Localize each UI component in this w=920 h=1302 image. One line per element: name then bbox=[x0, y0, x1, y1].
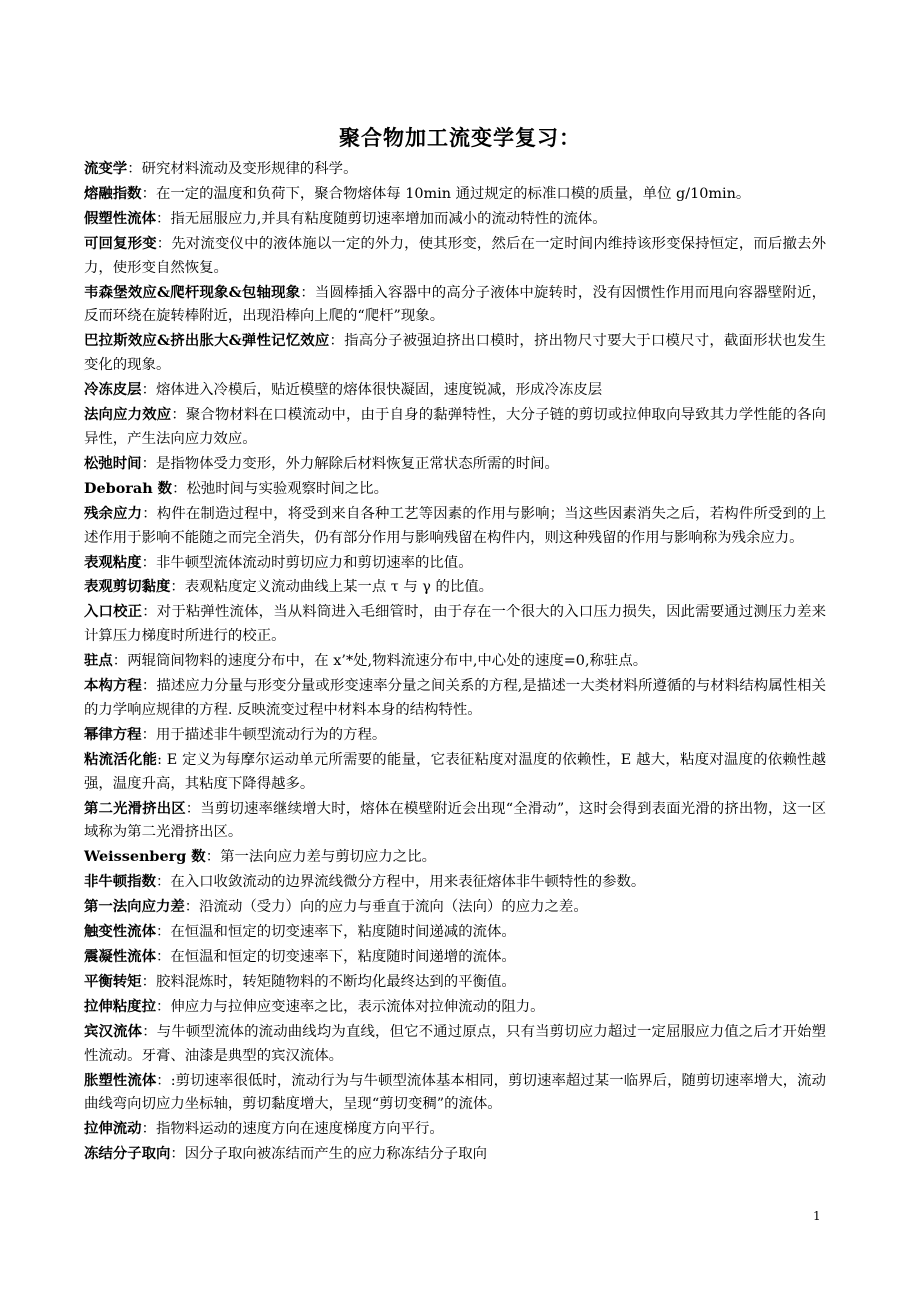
glossary-term: 法向应力效应 bbox=[84, 406, 172, 424]
term-separator: ： bbox=[155, 998, 171, 1015]
glossary-term: 平衡转矩 bbox=[84, 972, 142, 990]
glossary-definition: 聚合物材料在口模流动中，由于自身的黏弹特性，大分子链的剪切或拉伸取向导致其力学性能的各向异性，产生法向应力效应。 bbox=[84, 407, 826, 447]
glossary-entry bbox=[84, 1117, 826, 1142]
term-separator: ： bbox=[141, 554, 156, 571]
glossary-definition: 指高分子被强迫挤出口模时，挤出物尺寸要大于口模尺寸，截面形状也发生变化的现象。 bbox=[84, 333, 826, 374]
glossary-entry bbox=[84, 1142, 826, 1167]
glossary-entry bbox=[84, 970, 826, 995]
term-separator: ： bbox=[205, 849, 221, 866]
glossary-entry bbox=[84, 502, 826, 551]
glossary-entry bbox=[84, 575, 826, 600]
glossary-definition: 第一法向应力差与剪切应力之比。 bbox=[220, 849, 436, 866]
term-separator: ： bbox=[172, 480, 187, 497]
glossary-entry bbox=[84, 207, 826, 232]
glossary-definition: 构件在制造过程中，将受到来自各种工艺等因素的作用与影响；当这些因素消失之后，若构件所受到的上述作用于影响不能随之而完全消失，仍有部分作用与影响残留在构件内，则这种残留的作用与影响称为残余应力。 bbox=[84, 505, 826, 546]
glossary-entry bbox=[84, 995, 826, 1020]
glossary-definition: 研究材料流动及变形规律的科学。 bbox=[141, 161, 358, 177]
glossary-definition: 指物料运动的速度方向在速度梯度方向平行。 bbox=[155, 1121, 444, 1138]
glossary-entry bbox=[84, 748, 826, 797]
glossary-definition: 松弛时间与实验观察时间之比。 bbox=[186, 480, 388, 497]
glossary-term: 震凝性流体 bbox=[84, 948, 156, 965]
glossary-entry bbox=[84, 797, 826, 846]
glossary-term: 韦森堡效应&爬杆现象&包轴现象 bbox=[84, 283, 301, 301]
term-separator: ： bbox=[155, 949, 171, 965]
glossary-definition: 熔体进入冷模后，贴近模壁的熔体很快凝固，速度锐减，形成冷冻皮层 bbox=[155, 382, 603, 399]
term-separator: ： bbox=[127, 161, 142, 177]
term-separator: ： bbox=[112, 653, 128, 670]
term-separator: ： bbox=[155, 210, 171, 227]
glossary-definition: 非牛顿型流体流动时剪切应力和剪切速率的比值。 bbox=[155, 554, 473, 571]
glossary-entry bbox=[84, 870, 826, 895]
glossary-definition: 沿流动（受力）向的应力与垂直于流向（法向）的应力之差。 bbox=[199, 899, 588, 916]
glossary-term: 第一法向应力差 bbox=[84, 898, 185, 916]
glossary-definition: 表观粘度定义流动曲线上某一点 τ 与 γ 的比值。 bbox=[184, 579, 494, 596]
glossary-entry bbox=[84, 649, 826, 674]
glossary-term: 松弛时间 bbox=[84, 454, 142, 472]
term-separator: ： bbox=[141, 726, 156, 743]
glossary-term: 表观剪切黏度 bbox=[84, 578, 171, 596]
glossary-entry bbox=[84, 329, 826, 378]
page-number: 1 bbox=[813, 1209, 821, 1223]
glossary-entry bbox=[84, 281, 826, 330]
glossary-term: 胀塑性流体 bbox=[84, 1071, 157, 1089]
glossary-list bbox=[84, 157, 826, 1167]
term-separator: ： bbox=[156, 1072, 171, 1089]
glossary-entry bbox=[84, 378, 826, 403]
glossary-entry bbox=[84, 920, 826, 945]
term-separator: ： bbox=[142, 604, 157, 621]
glossary-entry bbox=[84, 232, 826, 281]
term-separator: ： bbox=[155, 924, 171, 941]
glossary-term: 触变性流体 bbox=[84, 923, 156, 941]
glossary-definition: 是指物体受力变形，外力解除后材料恢复正常状态所需的时间。 bbox=[155, 455, 559, 472]
glossary-entry bbox=[84, 895, 826, 920]
glossary-term: 非牛顿指数 bbox=[84, 873, 156, 891]
glossary-definition: 用于描述非牛顿型流动行为的方程。 bbox=[155, 726, 387, 743]
glossary-definition: 与牛顿型流体的流动曲线均为直线，但它不通过原点，只有当剪切应力超过一定屈服应力值之后才开始塑性流动。牙膏、油漆是典型的宾汉流体。 bbox=[84, 1023, 826, 1064]
term-separator: ： bbox=[141, 382, 156, 399]
glossary-definition: 在恒温和恒定的切变速率下，粘度随时间递减的流体。 bbox=[170, 924, 516, 941]
glossary-term: 流变学 bbox=[84, 160, 128, 177]
glossary-definition: E 定义为每摩尔运动单元所需要的能量，它表征粘度对温度的依赖性，E 越大，粘度对温度的依赖性越强，温度升高，其粘度下降得越多。 bbox=[84, 751, 826, 792]
glossary-entry bbox=[84, 477, 826, 502]
glossary-entry bbox=[84, 674, 826, 723]
glossary-definition: 在恒温和恒定的切变速率下，粘度随时间递增的流体。 bbox=[170, 949, 516, 965]
glossary-definition: 对于粘弹性流体，当从料筒进入毛细管时，由于存在一个很大的入口压力损失，因此需要通过测压力差来计算压力梯度时所进行的校正。 bbox=[84, 604, 826, 645]
glossary-definition: 当剪切速率继续增大时，熔体在模壁附近会出现“全滑动”，这时会得到表面光滑的挤出物，这一区域称为第二光滑挤出区。 bbox=[84, 800, 826, 841]
term-separator: ： bbox=[155, 874, 171, 891]
glossary-definition: 描述应力分量与形变分量或形变速率分量之间关系的方程,是描述一大类材料所遵循的与材料结构属性相关的力学响应规律的方程. 反映流变过程中材料本身的结构特性。 bbox=[84, 678, 826, 718]
term-separator: ： bbox=[141, 1121, 156, 1138]
term-separator: ： bbox=[171, 407, 186, 424]
glossary-definition: 胶料混炼时，转矩随物料的不断均化最终达到的平衡值。 bbox=[155, 973, 516, 990]
glossary-definition: 先对流变仪中的液体施以一定的外力，使其形变，然后在一定时间内维持该形变保持恒定，而后撤去外力，使形变自然恢复。 bbox=[84, 235, 826, 276]
glossary-entry bbox=[84, 945, 826, 970]
glossary-term: Deborah 数 bbox=[84, 479, 173, 497]
glossary-term: 熔融指数 bbox=[84, 184, 142, 202]
glossary-term: Weissenberg 数 bbox=[84, 848, 206, 866]
glossary-entry bbox=[84, 182, 826, 207]
glossary-entry bbox=[84, 600, 826, 649]
term-separator: ： bbox=[141, 185, 156, 202]
term-separator: ： bbox=[141, 455, 156, 472]
glossary-term: 拉伸粘度拉 bbox=[84, 997, 156, 1015]
glossary-term: 本构方程 bbox=[84, 677, 142, 695]
glossary-term: 假塑性流体 bbox=[84, 209, 156, 227]
glossary-term: 入口校正 bbox=[84, 603, 143, 621]
glossary-term: 宾汉流体 bbox=[84, 1022, 143, 1040]
glossary-term: 幂律方程 bbox=[84, 725, 142, 743]
term-separator: ： bbox=[141, 678, 157, 695]
glossary-entry bbox=[84, 723, 826, 748]
term-separator: ： bbox=[184, 899, 200, 916]
glossary-entry bbox=[84, 403, 826, 452]
glossary-term: 粘流活化能 bbox=[84, 750, 158, 768]
glossary-definition: 在入口收敛流动的边界流线微分方程中，用来表征熔体非牛顿特性的参数。 bbox=[170, 874, 646, 891]
glossary-definition: 在一定的温度和负荷下，聚合物熔体每 10min 通过规定的标准口模的质量，单位 g/10min。 bbox=[155, 185, 751, 202]
glossary-entry bbox=[84, 551, 826, 576]
glossary-term: 冷冻皮层 bbox=[84, 381, 142, 399]
glossary-term: 表观粘度 bbox=[84, 553, 142, 571]
term-separator: ： bbox=[142, 1023, 157, 1040]
glossary-definition: 指无屈服应力,并具有粘度随剪切速率增加而减小的流动特性的流体。 bbox=[170, 210, 607, 227]
glossary-term: 残余应力 bbox=[84, 504, 143, 522]
term-separator: ： bbox=[185, 800, 201, 817]
glossary-entry bbox=[84, 157, 826, 182]
glossary-term: 可回复形变 bbox=[84, 234, 157, 252]
glossary-definition: 伸应力与拉伸应变速率之比，表示流体对拉伸流动的阻力。 bbox=[170, 998, 545, 1015]
glossary-term: 第二光滑挤出区 bbox=[84, 799, 186, 817]
glossary-definition: :剪切速率很低时，流动行为与牛顿型流体基本相同，剪切速率超过某一临界后，随剪切速率增大，流动曲线弯向切应力坐标轴，剪切黏度增大，呈现“剪切变稠”的流体。 bbox=[84, 1072, 826, 1113]
glossary-term: 冻结分子取向 bbox=[84, 1145, 171, 1163]
glossary-definition: 两辊筒间物料的速度分布中，在 x’*处,物料流速分布中,中心处的速度=0,称驻点。 bbox=[127, 653, 648, 670]
term-separator: ： bbox=[170, 1146, 185, 1163]
term-separator: ： bbox=[329, 333, 345, 350]
glossary-entry bbox=[84, 452, 826, 477]
glossary-entry bbox=[84, 1069, 826, 1118]
term-separator: ： bbox=[156, 235, 172, 252]
glossary-term: 驻点 bbox=[84, 652, 113, 670]
glossary-term: 巴拉斯效应&挤出胀大&弹性记忆效应 bbox=[84, 332, 330, 350]
glossary-definition: 当圆棒插入容器中的高分子液体中旋转时，没有因惯性作用而甩向容器壁附近，反而环绕在旋转棒附近，出现沿棒向上爬的“爬杆”现象。 bbox=[84, 284, 826, 325]
page-title: 聚合物加工流变学复习： bbox=[339, 125, 581, 150]
term-separator: : bbox=[157, 751, 167, 768]
glossary-entry bbox=[84, 1020, 826, 1069]
glossary-term: 拉伸流动 bbox=[84, 1120, 142, 1138]
term-separator: ： bbox=[141, 973, 156, 990]
glossary-definition: 因分子取向被冻结而产生的应力称冻结分子取向 bbox=[184, 1146, 487, 1163]
term-separator: ： bbox=[170, 579, 185, 596]
term-separator: ： bbox=[300, 284, 315, 301]
term-separator: ： bbox=[142, 505, 157, 522]
glossary-entry bbox=[84, 845, 826, 870]
